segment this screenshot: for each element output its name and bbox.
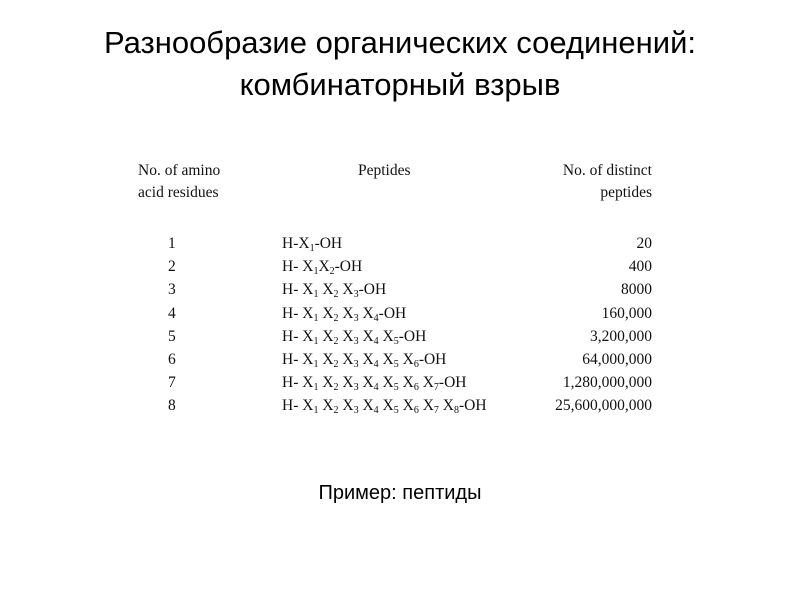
residue-index: 2 <box>333 289 339 301</box>
residue-index: 2 <box>333 335 339 347</box>
peptide-table <box>138 160 652 418</box>
header-residues <box>138 160 220 204</box>
residue-symbol: X <box>342 397 354 415</box>
residue-index: 6 <box>413 405 419 417</box>
residue-symbol: X <box>322 327 334 345</box>
peptide-formula <box>282 302 406 325</box>
residue-symbol: X <box>322 281 334 299</box>
table-row <box>138 348 652 371</box>
residue-index: 1 <box>313 405 319 417</box>
residue-symbol: X <box>382 397 394 415</box>
residue-index: 5 <box>393 405 399 417</box>
residue-index: 1 <box>313 289 319 301</box>
residue-symbol: X <box>302 350 314 368</box>
formula-suffix: -OH <box>358 281 387 299</box>
residue-index: 2 <box>333 358 339 370</box>
formula-prefix: H- <box>282 281 303 299</box>
distinct-peptides-count: 1,280,000,000 <box>562 374 652 392</box>
residue-symbol: X <box>322 350 334 368</box>
formula-prefix: H- <box>282 327 303 345</box>
residue-symbol: X <box>298 235 310 252</box>
residue-count: 7 <box>168 374 176 392</box>
residue-symbol: X <box>342 374 354 392</box>
residue-index: 3 <box>353 382 359 394</box>
residue-symbol: X <box>302 304 314 322</box>
formula-prefix: H- <box>282 397 303 415</box>
residue-count: 2 <box>168 258 176 276</box>
residue-symbol: X <box>362 374 374 392</box>
residue-index: 6 <box>413 358 419 370</box>
formula-suffix: -OH <box>334 258 363 276</box>
residue-index: 7 <box>433 405 439 417</box>
header-count-line-1: No. of distinct <box>562 162 652 179</box>
peptide-formula <box>282 394 487 417</box>
header-peptides: Peptides <box>358 162 411 179</box>
residue-symbol: X <box>302 258 314 276</box>
formula-prefix: H- <box>282 235 299 252</box>
residue-index: 3 <box>353 335 359 347</box>
distinct-peptides-count: 160,000 <box>601 304 652 322</box>
residue-symbol: X <box>422 374 434 392</box>
peptide-formula <box>282 278 386 301</box>
residue-index: 1 <box>313 312 319 324</box>
residue-index: 2 <box>333 405 339 417</box>
residue-symbol: X <box>402 397 414 415</box>
residue-index: 1 <box>309 243 315 254</box>
residue-index: 1 <box>313 382 319 394</box>
residue-symbol: X <box>362 327 374 345</box>
table-row <box>138 255 652 278</box>
residue-index: 7 <box>433 382 439 394</box>
table-body <box>138 232 652 418</box>
residue-symbol: X <box>442 397 454 415</box>
residue-index: 4 <box>373 335 379 347</box>
distinct-peptides-count: 64,000,000 <box>582 350 652 368</box>
residue-symbol: X <box>322 304 334 322</box>
slide-title <box>0 22 800 106</box>
residue-index: 2 <box>333 382 339 394</box>
residue-count: 1 <box>168 235 176 252</box>
residue-index: 5 <box>393 358 399 370</box>
residue-symbol: X <box>382 374 394 392</box>
residue-index: 6 <box>413 382 419 394</box>
residue-symbol: X <box>382 327 394 345</box>
residue-index: 4 <box>373 312 379 324</box>
formula-prefix: H- <box>282 374 303 392</box>
formula-prefix: H- <box>282 350 303 368</box>
header-residues-line-1: No. of amino <box>138 162 221 179</box>
peptide-formula <box>282 255 362 278</box>
caption: Пример: пептиды <box>318 482 482 504</box>
peptide-formula <box>282 371 466 394</box>
distinct-peptides-count: 400 <box>628 258 652 276</box>
residue-index: 2 <box>333 312 339 324</box>
residue-symbol: X <box>342 350 354 368</box>
residue-symbol: X <box>302 281 314 299</box>
residue-index: 3 <box>353 312 359 324</box>
residue-index: 4 <box>373 405 379 417</box>
table-row <box>138 302 652 325</box>
residue-symbol: X <box>362 350 374 368</box>
formula-suffix: -OH <box>398 327 427 345</box>
residue-count: 3 <box>168 281 176 299</box>
formula-suffix: -OH <box>458 397 487 415</box>
formula-prefix: H- <box>282 304 303 322</box>
formula-suffix: -OH <box>314 235 343 252</box>
formula-prefix: H- <box>282 258 303 276</box>
residue-index: 3 <box>353 405 359 417</box>
residue-index: 8 <box>453 405 459 417</box>
residue-symbol: X <box>318 258 330 276</box>
residue-index: 3 <box>353 289 359 301</box>
residue-count: 4 <box>168 304 176 322</box>
residue-index: 3 <box>353 358 359 370</box>
residue-index: 1 <box>313 335 319 347</box>
formula-suffix: -OH <box>418 350 447 368</box>
residue-symbol: X <box>342 304 354 322</box>
table-header <box>138 160 652 218</box>
formula-suffix: -OH <box>438 374 467 392</box>
residue-symbol: X <box>362 397 374 415</box>
residue-symbol: X <box>422 397 434 415</box>
residue-symbol: X <box>342 327 354 345</box>
peptide-formula <box>282 325 426 348</box>
residue-index: 2 <box>329 266 335 278</box>
residue-symbol: X <box>362 304 374 322</box>
peptide-formula <box>282 348 446 371</box>
residue-symbol: X <box>302 327 314 345</box>
residue-symbol: X <box>402 374 414 392</box>
residue-symbol: X <box>342 281 354 299</box>
header-residues-line-2: acid residues <box>138 184 219 201</box>
residue-symbol: X <box>402 350 414 368</box>
residue-index: 1 <box>313 358 319 370</box>
table-row <box>138 232 652 255</box>
header-count-line-2: peptides <box>600 184 652 201</box>
distinct-peptides-count: 8000 <box>621 281 652 299</box>
distinct-peptides-count: 25,600,000,000 <box>555 397 652 415</box>
distinct-peptides-count: 20 <box>636 235 652 252</box>
residue-count: 8 <box>168 397 176 415</box>
peptide-formula <box>282 232 342 255</box>
residue-index: 5 <box>393 382 399 394</box>
residue-count: 5 <box>168 327 176 345</box>
residue-index: 5 <box>393 335 399 347</box>
residue-symbol: X <box>322 374 334 392</box>
table-row <box>138 371 652 394</box>
table-row <box>138 325 652 348</box>
distinct-peptides-count: 3,200,000 <box>590 327 652 345</box>
slide-title-line-2: комбинаторный взрыв <box>239 67 561 102</box>
residue-symbol: X <box>302 397 314 415</box>
formula-suffix: -OH <box>378 304 407 322</box>
header-count <box>563 160 652 204</box>
slide-title-line-1: Разнообразие органических соединений: <box>103 25 697 60</box>
residue-symbol: X <box>302 374 314 392</box>
table-row <box>138 394 652 417</box>
residue-index: 4 <box>373 358 379 370</box>
residue-index: 1 <box>313 266 319 278</box>
table-row <box>138 278 652 301</box>
residue-symbol: X <box>382 350 394 368</box>
residue-count: 6 <box>168 350 176 368</box>
residue-index: 4 <box>373 382 379 394</box>
residue-symbol: X <box>322 397 334 415</box>
